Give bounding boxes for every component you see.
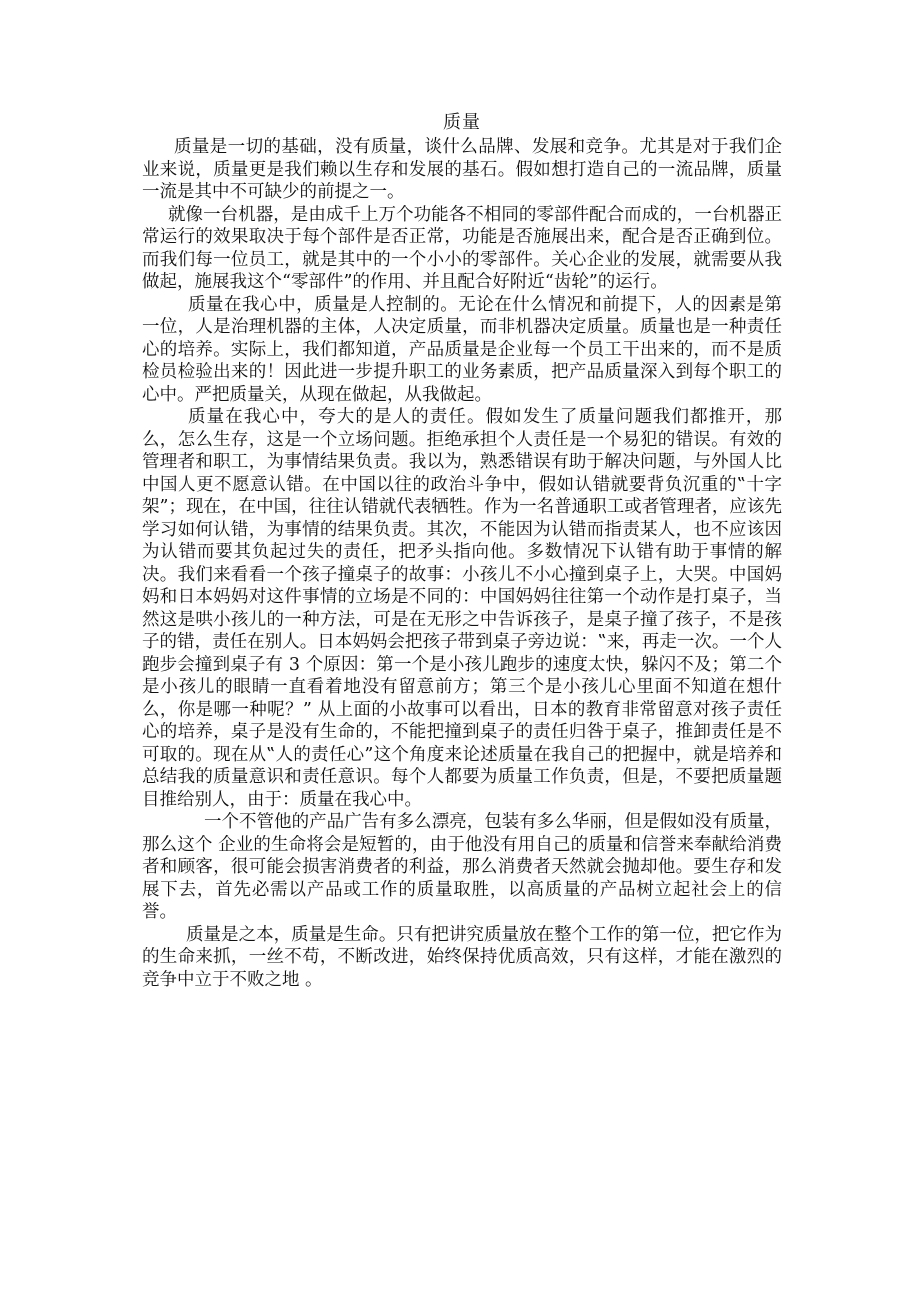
document-page	[142, 110, 782, 991]
paragraph-5: 一个不管他的产品广告有多么漂亮，包装有多么华丽，但是假如没有质量，那么这个 企业的生命将会是短暂的，由于他没有用自己的质量和信誉来奉献给消费者和顾客，很可能会损害消费者的利益，那么消费者天然就会抛却他。要生存和发展下去，首先必需以产品或工作的质量取胜，以高质量的产品树立起社会上的信誉。	[142, 812, 782, 922]
document-title: 质量	[443, 112, 481, 133]
paragraph-2: 就像一台机器，是由成千上万个功能各不相同的零部件配合而成的，一台机器正常运行的效果取决于每个部件是否正常，功能是否施展出来，配合是否正确到位。而我们每一位员工，就是其中的一个小小的零部件。关心企业的发展，就需要从我做起，施展我这个“零部件”的作用、并且配合好附近“齿轮”的运行。	[142, 204, 782, 292]
paragraph-1: 质量是一切的基础，没有质量，谈什么品牌、发展和竞争。尤其是对于我们企业来说，质量更是我们赖以生存和发展的基石。假如想打造自己的一流品牌，质量一流是其中不可缺少的前提之一。	[142, 137, 782, 202]
paragraph-6: 质量是之本，质量是生命。只有把讲究质量放在整个工作的第一位，把它作为的生命来抓，一丝不苟，不断改进，始终保持优质高效，只有这样，才能在激烈的竞争中立于不败之地 。	[142, 924, 782, 990]
paragraph-4: 质量在我心中，夸大的是人的责任。假如发生了质量问题我们都推开，那么，怎么生存，这是一个立场问题。拒绝承担个人责任是一个易犯的错误。有效的管理者和职工，为事情结果负责。我以为，熟悉错误有助于解决问题，与外国人比中国人更不愿意认错。在中国以往的政治斗争中，假如认错就要背负沉重的‟十字架”；现在，在中国，往往认错就代表牺牲。作为一名普通职工或者管理者，应该先学习如何认错，为事情的结果负责。其次，不能因为认错而指责某人，也不应该因为认错而要其负起过失的责任，把矛头指向他。多数情况下认错有助于事情的解决。我们来看看一个孩子撞桌子的故事：小孩儿不小心撞到桌子上，大哭。中国妈妈和日本妈妈对这件事情的立场是不同的：中国妈妈往往第一个动作是打桌子，当然这是哄小孩儿的一种方法，可是在无形之中告诉孩子，是桌子撞了孩子，不是孩子的错，责任在别人。日本妈妈会把孩子带到桌子旁边说：‟来，再走一次。一个人跑步会撞到桌子有 3 个原因：第一个是小孩儿跑步的速度太快，躲闪不及；第二个是小孩儿的眼睛一直看着地没有留意前方；第三个是小孩儿心里面不知道在想什么，你是哪一种呢？” 从上面的小故事可以看出，日本的教育非常留意对孩子责任心的培养，桌子是没有生命的，不能把撞到桌子的责任归咎于桌子，推卸责任是不可取的。现在从‟人的责任心”这个角度来论述质量在我自己的把握中，就是培养和总结我的质量意识和责任意识。每个人都要为质量工作负责，但是，不要把质量题目推给别人，由于：质量在我心中。	[142, 407, 782, 810]
paragraph-3: 质量在我心中，质量是人控制的。无论在什么情况和前提下，人的因素是第一位，人是治理机器的主体，人决定质量，而非机器决定质量。质量也是一种责任心的培养。实际上，我们都知道，产品质量是企业每一个员工干出来的，而不是质检员检验出来的！因此进一步提升职工的业务素质，把产品质量深入到每个职工的心中。严把质量关，从现在做起，从我做起。	[142, 294, 782, 405]
